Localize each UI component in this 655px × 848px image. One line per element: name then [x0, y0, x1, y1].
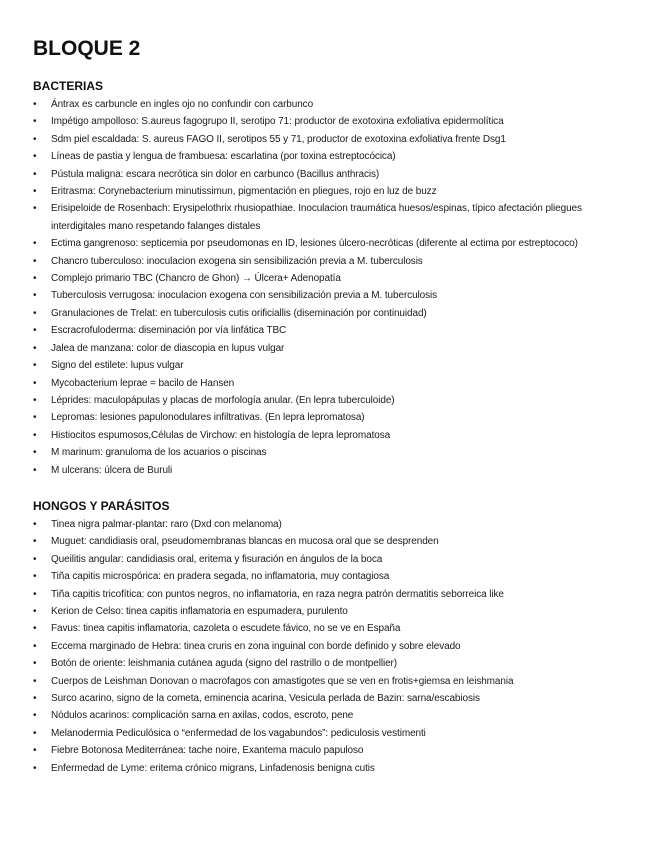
- list-item-text: Muguet: candidiasis oral, pseudomembranas blancas en mucosa oral que se desprenden: [51, 536, 439, 548]
- bullet-icon: •: [33, 377, 37, 389]
- bacterias-list: [33, 96, 629, 479]
- list-item-text: Signo del estilete: lupus vulgar: [51, 360, 184, 372]
- list-item: [33, 357, 629, 374]
- bullet-icon: •: [33, 727, 37, 739]
- list-item: [33, 707, 629, 724]
- bullet-icon: •: [33, 238, 37, 250]
- bullet-icon: •: [33, 745, 37, 757]
- list-item-text: Lepromas: lesiones papulonodulares infiltrativas. (En lepra lepromatosa): [51, 412, 365, 424]
- list-item: [33, 655, 629, 672]
- list-item: [33, 568, 629, 585]
- bullet-icon: •: [33, 606, 37, 618]
- hongos-parasitos-list: [33, 516, 629, 777]
- list-item-text: Escracrofuloderma: diseminación por vía linfática TBC: [51, 325, 287, 337]
- bullet-icon: •: [33, 255, 37, 267]
- bullet-icon: •: [33, 762, 37, 774]
- list-item-text: Histiocitos espumosos,Células de Virchow: en histología de lepra lepromatosa: [51, 429, 391, 441]
- bullet-icon: •: [33, 536, 37, 548]
- bullet-icon: •: [33, 273, 37, 285]
- list-item-text: Líneas de pastia y lengua de frambuesa: escarlatina (por toxina estreptocócica): [51, 151, 396, 163]
- list-item: [33, 322, 629, 339]
- list-item: [33, 673, 629, 690]
- list-item: [33, 690, 629, 707]
- bullet-icon: •: [33, 116, 37, 128]
- list-item-text: Fiebre Botonosa Mediterránea: tache noire, Exantema maculo papuloso: [51, 745, 364, 757]
- list-item-text: Ectima gangrenoso: septicemia por pseudomonas en ID, lesiones úlcero-necróticas (diferente al ectima por estreptococo): [51, 238, 578, 250]
- list-item: [33, 305, 629, 322]
- list-item-text: Erisipeloide de Rosenbach: Erysipelothrix rhusiopathiae. Inoculacion traumática huesos/espinas, típico afectación pliegues interdigitales mano respetando falanges distales: [51, 203, 582, 232]
- list-item: [33, 183, 629, 200]
- bullet-icon: •: [33, 640, 37, 652]
- bullet-icon: •: [33, 342, 37, 354]
- bullet-icon: •: [33, 290, 37, 302]
- bullet-icon: •: [33, 325, 37, 337]
- bullet-icon: •: [33, 186, 37, 198]
- list-item-text: Queilitis angular: candidiasis oral, eritema y fisuración en ángulos de la boca: [51, 553, 383, 565]
- list-item: [33, 586, 629, 603]
- list-item: [33, 235, 629, 252]
- list-item: [33, 287, 629, 304]
- bullet-icon: •: [33, 394, 37, 406]
- bullet-icon: •: [33, 360, 37, 372]
- list-item: [33, 516, 629, 533]
- bullet-icon: •: [33, 588, 37, 600]
- bullet-icon: •: [33, 693, 37, 705]
- list-item: [33, 148, 629, 165]
- section-heading-bacterias: BACTERIAS: [33, 79, 104, 93]
- bullet-icon: •: [33, 571, 37, 583]
- bullet-icon: •: [33, 623, 37, 635]
- list-item-text: Eccema marginado de Hebra: tinea cruris en zona inguinal con borde definido y sobre elevado: [51, 640, 461, 652]
- bullet-icon: •: [33, 99, 37, 110]
- list-item-text: Impétigo ampolloso: S.aureus fagogrupo II, serotipo 71: productor de exotoxina exfoliativa epidermolítica: [51, 116, 504, 128]
- list-item: [33, 551, 629, 568]
- bullet-icon: •: [33, 675, 37, 687]
- list-item-text: Sdm piel escaldada: S. aureus FAGO II, serotipos 55 y 71, productor de exotoxina exfoliativa frente Dsg1: [51, 133, 506, 145]
- list-item-text: M marinum: granuloma de los acuarios o piscinas: [51, 447, 267, 459]
- section-heading-hongos-parasitos: HONGOS Y PARÁSITOS: [33, 499, 170, 513]
- list-item: [33, 253, 629, 270]
- list-item-text: M ulcerans: úlcera de Buruli: [51, 464, 173, 476]
- list-item: [33, 131, 629, 148]
- list-item: [33, 409, 629, 426]
- list-item: [33, 620, 629, 637]
- bullet-icon: •: [33, 447, 37, 459]
- list-item: [33, 200, 629, 235]
- bullet-icon: •: [33, 168, 37, 180]
- bullet-icon: •: [33, 133, 37, 145]
- list-item: [33, 725, 629, 742]
- list-item: [33, 760, 629, 777]
- list-item: [33, 375, 629, 392]
- bullet-icon: •: [33, 307, 37, 319]
- list-item-text: Kerion de Celso: tinea capitis inflamatoria en espumadera, purulento: [51, 606, 348, 618]
- list-item: [33, 113, 629, 130]
- list-item-text: Léprides: maculopápulas y placas de morfología anular. (En lepra tuberculoide): [51, 394, 395, 406]
- list-item-text: Botón de oriente: leishmania cutánea aguda (signo del rastrillo o de montpellier): [51, 658, 398, 670]
- list-item-text: Ántrax es carbuncle en ingles ojo no confundir con carbunco: [51, 99, 314, 110]
- bullet-icon: •: [33, 429, 37, 441]
- list-item: [33, 340, 629, 357]
- bullet-icon: •: [33, 658, 37, 670]
- list-item-text: Chancro tuberculoso: inoculacion exogena sin sensibilización previa a M. tuberculosis: [51, 255, 423, 267]
- list-item: [33, 603, 629, 620]
- bullet-icon: •: [33, 203, 37, 215]
- list-item-text: Granulaciones de Trelat: en tuberculosis cutis orificiallis (diseminación por continuidad): [51, 307, 427, 319]
- list-item: [33, 427, 629, 444]
- bullet-icon: •: [33, 710, 37, 722]
- list-item-text: Mycobacterium leprae = bacilo de Hansen: [51, 377, 235, 389]
- list-item-text: Cuerpos de Leishman Donovan o macrofagos con amastigotes que se ven en frotis+giemsa en leishmania: [51, 675, 514, 687]
- document-title: BLOQUE 2: [33, 37, 141, 60]
- bullet-icon: •: [33, 464, 37, 476]
- list-item: [33, 444, 629, 461]
- list-item: [33, 270, 629, 287]
- list-item-text: Pústula maligna: escara necrótica sin dolor en carbunco (Bacillus anthracis): [51, 168, 380, 180]
- list-item: [33, 742, 629, 759]
- list-item-text: Eritrasma: Corynebacterium minutissimun, pigmentación en pliegues, rojo en luz de buzz: [51, 186, 437, 198]
- bullet-icon: •: [33, 519, 37, 530]
- list-item: [33, 96, 629, 113]
- list-item-text: Tuberculosis verrugosa: inoculacion exogena con sensibilización previa a M. tuberculosis: [51, 290, 438, 302]
- list-item-text: Nódulos acarinos: complicación sarna en axilas, codos, escroto, pene: [51, 710, 354, 722]
- list-item-text: Tiña capitis tricofítica: con puntos negros, no inflamatoria, en raza negra patrón dermatitis seborreica like: [51, 588, 504, 600]
- list-item-text: Favus: tinea capitis inflamatoria, cazoleta o escudete fávico, no se ve en España: [51, 623, 401, 635]
- list-item: [33, 533, 629, 550]
- list-item: [33, 166, 629, 183]
- list-item-text: Tiña capitis microspórica: en pradera segada, no inflamatoria, muy contagiosa: [51, 571, 390, 583]
- list-item: [33, 462, 629, 479]
- list-item: [33, 638, 629, 655]
- list-item-text: Complejo primario TBC (Chancro de Ghon) → Úlcera+ Adenopatía: [51, 273, 341, 285]
- list-item: [33, 392, 629, 409]
- bullet-icon: •: [33, 553, 37, 565]
- bullet-icon: •: [33, 412, 37, 424]
- list-item-text: Jalea de manzana: color de diascopia en lupus vulgar: [51, 342, 285, 354]
- list-item-text: Melanodermia Pediculósica o “enfermedad de los vagabundos”: pediculosis vestimenti: [51, 727, 426, 739]
- list-item-text: Enfermedad de Lyme: eritema crónico migrans, Linfadenosis benigna cutis: [51, 762, 375, 774]
- list-item-text: Surco acarino, signo de la cometa, eminencia acarina, Vesicula perlada de Bazin: sarna/escabiosis: [51, 693, 480, 705]
- list-item-text: Tinea nigra palmar-plantar: raro (Dxd con melanoma): [51, 519, 282, 530]
- bullet-icon: •: [33, 151, 37, 163]
